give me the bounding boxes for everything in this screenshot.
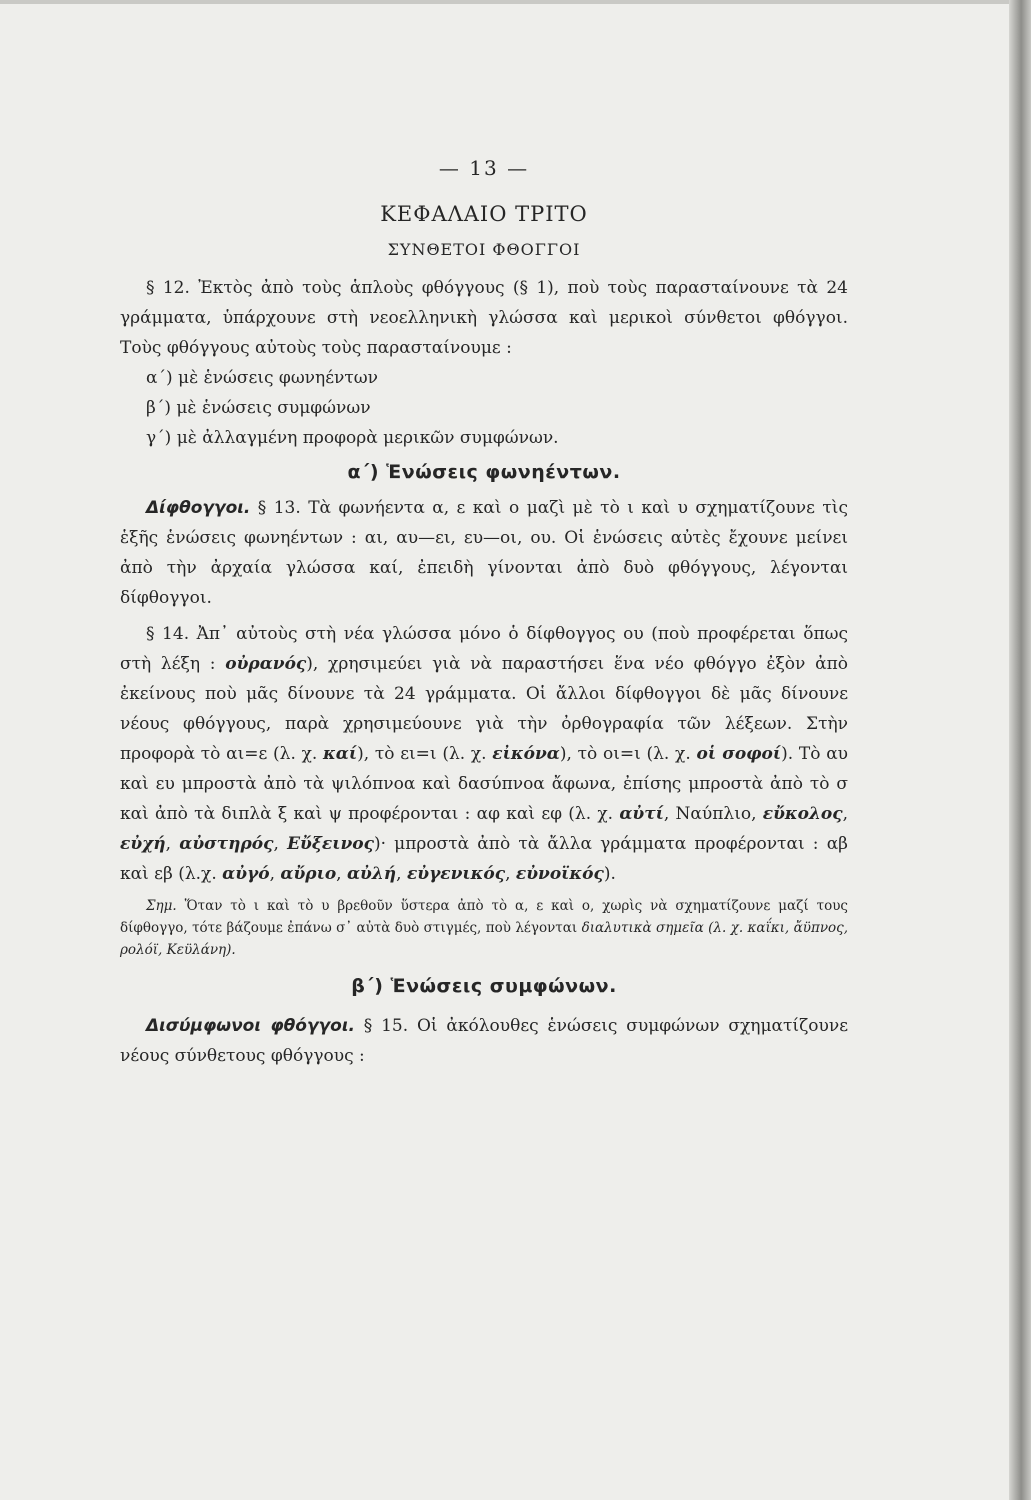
page-binding-edge	[1009, 0, 1031, 1500]
example-word: αὐτί	[619, 804, 664, 824]
paragraph-lead: Δισύμφωνοι φθόγγοι.	[146, 1016, 355, 1036]
page-top-edge	[0, 0, 1031, 4]
text-run: ), τὸ ει=ι (λ. χ.	[357, 744, 493, 764]
footnote-lead: Σημ.	[146, 898, 177, 914]
example-word: αὔριο	[280, 864, 337, 884]
example-word: αὐγό	[222, 864, 270, 884]
text-run: ).	[603, 864, 616, 884]
paragraph-15	[120, 1011, 848, 1071]
chapter-subtitle: ΣΥΝΘΕΤΟΙ ΦΘΟΓΓΟΙ	[387, 240, 581, 259]
example-word: εὐχή	[120, 834, 166, 854]
text-run: ), τὸ οι=ι (λ. χ.	[559, 744, 697, 764]
example-word: οἱ σοφοί	[696, 744, 782, 764]
text-run: , Ναύπλιο,	[663, 804, 763, 824]
section-a-heading: α΄) Ἑνώσεις φωνηέντων.	[347, 461, 621, 483]
example-word: αὐστηρός	[179, 834, 274, 854]
text-run: ,	[336, 864, 347, 884]
list-item: β΄) μὲ ἑνώσεις συμφώνων	[146, 398, 371, 418]
example-word: οὐρανός	[225, 654, 307, 674]
list-item: γ΄) μὲ ἀλλαγμένη προφορὰ μερικῶν συμφώνων.	[146, 428, 559, 448]
text-run: ,	[269, 864, 281, 884]
paragraph-text: § 15. Οἱ ἀκόλουθες ἑνώσεις συμφώνων σχηματίζουνε νέους σύνθετους φθόγγους :	[120, 1016, 848, 1066]
example-word: καί	[323, 744, 358, 764]
text-run: ,	[165, 834, 180, 854]
text-run: ,	[273, 834, 288, 854]
example-word: αὐλή	[346, 864, 397, 884]
paragraph-14	[120, 619, 848, 889]
text-run: § 14. Ἀπ᾽ αὐτοὺς στὴ νέα γλώσσα μόνο ὁ δίφθογγος ου (ποὺ προφέρεται ὅπως στὴ λέξη :	[120, 624, 848, 674]
example-word: εὐγενικός	[406, 864, 506, 884]
text-run: ), χρησιμεύει γιὰ νὰ παραστήσει ἕνα νέο φθόγγο ἐξὸν ἀπὸ ἐκείνους ποὺ μᾶς δίνουνε τὰ 24 γράμματα. Οἱ ἄλλοι δίφθογγοι δὲ μᾶς δίνουνε νέους φθόγγους, παρὰ χρησιμεύουνε γιὰ τὴν ὀρθογραφία τῶν λέξεων. Στὴν προφορὰ τὸ αι=ε (λ. χ.	[120, 654, 848, 764]
example-word: εἰκόνα	[492, 744, 560, 764]
book-page	[120, 150, 848, 1071]
paragraph-lead: Δίφθογγοι.	[146, 498, 251, 518]
page-number: — 13 —	[438, 156, 530, 180]
text-run: ,	[396, 864, 407, 884]
paragraph-text: § 13. Τὰ φωνήεντα α, ε καὶ ο μαζὶ μὲ τὸ ι καὶ υ σχηματίζουνε τὶς ἑξῆς ἑνώσεις φωνηέντων : αι, αυ—ει, ευ—οι, ου. Οἱ ἑνώσεις αὐτὲς ἔχουνε μείνει ἀπὸ τὴν ἀρχαία γλώσσα καί, ἐπειδὴ γίνονται ἀπὸ δυὸ φθόγγους, λέγονται δίφθογγοι.	[120, 498, 848, 608]
chapter-title: ΚΕΦΑΛΑΙΟ ΤΡΙΤΟ	[380, 202, 588, 226]
text-run: ,	[842, 804, 848, 824]
example-word: Εὔξεινος	[287, 834, 374, 854]
footnote	[120, 895, 848, 961]
section-b-heading: β΄) Ἑνώσεις συμφώνων.	[351, 975, 617, 997]
footnote-italic: διαλυτικὰ σημεῖα (λ. χ. καΐκι, ἄϋπνος, ρολόϊ, Κεϋλάνη).	[120, 920, 849, 958]
paragraph-12: § 12. Ἐκτὸς ἀπὸ τοὺς ἁπλοὺς φθόγγους (§ 1), ποὺ τοὺς παρασταίνουνε τὰ 24 γράμματα, ὑπάρχουνε στὴ νεοελληνικὴ γλώσσα καὶ μερικοὶ σύνθετοι φθόγγοι. Τοὺς φθόγγους αὐτοὺς τοὺς παρασταίνουμε :	[120, 278, 848, 358]
text-run: )· μπροστὰ ἀπὸ τὰ ἄλλα γράμματα προφέρονται : αβ καὶ εβ (λ.χ.	[120, 834, 848, 884]
list	[120, 363, 848, 453]
footnote-text: Ὅταν τὸ ι καὶ τὸ υ βρεθοῦν ὕστερα ἀπὸ τὸ α, ε καὶ ο, χωρὶς νὰ σχηματίζουνε μαζί τους δίφθογγο, τότε βάζουμε ἐπάνω σ᾽ αὐτὰ δυὸ στιγμές, ποὺ λέγονται	[120, 898, 848, 936]
example-word: εὔκολος	[762, 804, 843, 824]
list-item: α΄) μὲ ἑνώσεις φωνηέντων	[146, 368, 378, 388]
text-run: ). Τὸ αυ καὶ ευ μπροστὰ ἀπὸ τὰ ψιλόπνοα καὶ δασύπνοα ἄφωνα, ἐπίσης μπροστὰ ἀπὸ τὸ σ καὶ ἀπὸ τὰ διπλὰ ξ καὶ ψ προφέρονται : αφ καὶ εφ (λ. χ.	[120, 744, 849, 824]
example-word: εὐνοϊκός	[515, 864, 604, 884]
paragraph-13	[120, 493, 848, 613]
text-run: ,	[505, 864, 516, 884]
